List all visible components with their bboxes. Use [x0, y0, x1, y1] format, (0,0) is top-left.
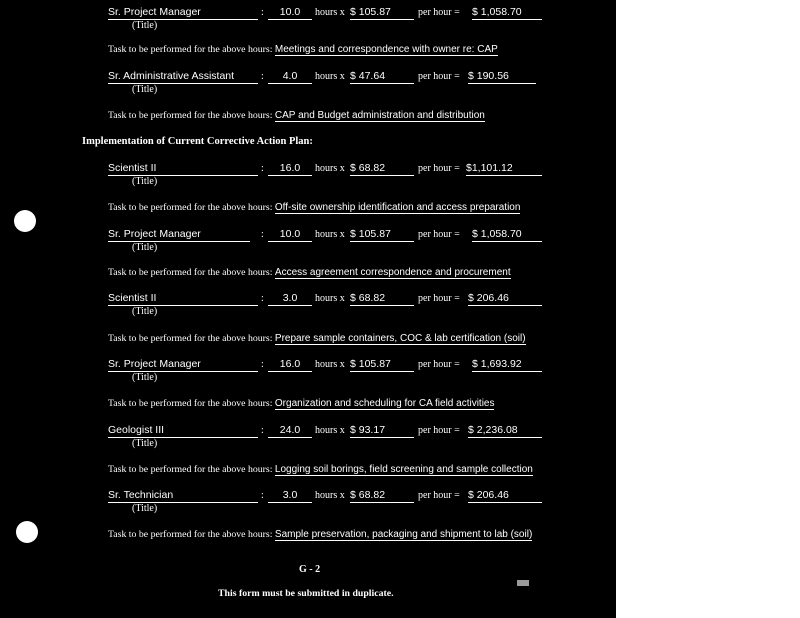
per-hour-label: per hour =	[418, 163, 460, 174]
colon: :	[261, 490, 264, 501]
rate-field: $ 105.87	[350, 6, 414, 20]
total-field: $ 190.56	[468, 70, 536, 84]
task-label: Task to be performed for the above hours:	[108, 267, 273, 278]
title-caption: (Title)	[132, 438, 158, 449]
task-value: CAP and Budget administration and distribution	[274, 110, 485, 121]
task-label: Task to be performed for the above hours:	[108, 333, 273, 344]
title-caption: (Title)	[132, 503, 158, 514]
hours-field: 10.0	[268, 228, 312, 242]
task-value: Sample preservation, packaging and shipment to lab (soil)	[274, 529, 533, 540]
task-label: Task to be performed for the above hours:	[108, 529, 273, 540]
colon: :	[261, 229, 264, 240]
hours-label: hours x	[315, 425, 345, 436]
total-field: $ 1,058.70	[472, 6, 542, 20]
task-value: Off-site ownership identification and access preparation	[274, 202, 521, 213]
rate-field: $ 47.64	[350, 70, 414, 84]
task-line	[108, 43, 498, 56]
title-field: Sr. Administrative Assistant	[108, 70, 258, 84]
title-field: Scientist II	[108, 162, 258, 176]
rate-field: $ 68.82	[350, 162, 414, 176]
colon: :	[261, 359, 264, 370]
task-label: Task to be performed for the above hours:	[108, 202, 273, 213]
rate-field: $ 68.82	[350, 292, 414, 306]
hours-field: 3.0	[268, 489, 312, 503]
title-caption: (Title)	[132, 372, 158, 383]
task-label: Task to be performed for the above hours:	[108, 398, 273, 409]
colon: :	[261, 163, 264, 174]
footer-note: This form must be submitted in duplicate.	[218, 588, 394, 599]
title-field: Geologist III	[108, 424, 258, 438]
task-value: Organization and scheduling for CA field activities	[274, 398, 495, 409]
title-caption: (Title)	[132, 84, 158, 95]
task-line	[108, 397, 494, 410]
task-value: Access agreement correspondence and procurement	[274, 267, 511, 278]
punch-hole	[16, 521, 38, 543]
hours-label: hours x	[315, 163, 345, 174]
title-field: Sr. Technician	[108, 489, 258, 503]
task-line	[108, 332, 526, 345]
task-label: Task to be performed for the above hours:	[108, 464, 273, 475]
total-field: $ 206.46	[468, 292, 542, 306]
total-field: $ 206.46	[468, 489, 542, 503]
hours-field: 10.0	[268, 6, 312, 20]
hours-field: 24.0	[268, 424, 312, 438]
task-value: Meetings and correspondence with owner re: CAP	[274, 44, 498, 55]
colon: :	[261, 71, 264, 82]
per-hour-label: per hour =	[418, 7, 460, 18]
colon: :	[261, 7, 264, 18]
page-number: G - 2	[299, 564, 321, 575]
title-caption: (Title)	[132, 306, 158, 317]
hours-field: 4.0	[268, 70, 312, 84]
hours-label: hours x	[315, 359, 345, 370]
total-field: $ 1,693.92	[472, 358, 542, 372]
title-field: Sr. Project Manager	[108, 358, 258, 372]
task-label: Task to be performed for the above hours:	[108, 110, 273, 121]
per-hour-label: per hour =	[418, 71, 460, 82]
rate-field: $ 68.82	[350, 489, 414, 503]
task-label: Task to be performed for the above hours:	[108, 44, 273, 55]
hours-field: 16.0	[268, 358, 312, 372]
per-hour-label: per hour =	[418, 229, 460, 240]
task-value: Logging soil borings, field screening and sample collection	[274, 464, 533, 475]
title-caption: (Title)	[132, 176, 158, 187]
colon: :	[261, 293, 264, 304]
total-field: $ 1,058.70	[472, 228, 542, 242]
hours-label: hours x	[315, 71, 345, 82]
total-field: $1,101.12	[466, 162, 542, 176]
task-line	[108, 528, 532, 541]
hours-label: hours x	[315, 229, 345, 240]
title-field: Sr. Project Manager	[108, 6, 258, 20]
task-value: Prepare sample containers, COC & lab certification (soil)	[274, 333, 526, 344]
title-caption: (Title)	[132, 20, 158, 31]
section-heading: Implementation of Current Corrective Action Plan:	[82, 136, 313, 147]
per-hour-label: per hour =	[418, 425, 460, 436]
hours-label: hours x	[315, 293, 345, 304]
task-line	[108, 266, 511, 279]
colon: :	[261, 425, 264, 436]
total-field: $ 2,236.08	[468, 424, 542, 438]
title-caption: (Title)	[132, 242, 158, 253]
rate-field: $ 105.87	[350, 228, 414, 242]
per-hour-label: per hour =	[418, 293, 460, 304]
rate-field: $ 105.87	[350, 358, 414, 372]
task-line	[108, 201, 520, 214]
per-hour-label: per hour =	[418, 490, 460, 501]
title-field: Sr. Project Manager	[108, 228, 250, 242]
task-line	[108, 109, 485, 122]
hours-label: hours x	[315, 490, 345, 501]
task-line	[108, 463, 533, 476]
hours-field: 16.0	[268, 162, 312, 176]
punch-hole	[14, 210, 36, 232]
rate-field: $ 93.17	[350, 424, 414, 438]
hours-field: 3.0	[268, 292, 312, 306]
stamp-mark	[517, 580, 529, 586]
per-hour-label: per hour =	[418, 359, 460, 370]
title-field: Scientist II	[108, 292, 258, 306]
hours-label: hours x	[315, 7, 345, 18]
